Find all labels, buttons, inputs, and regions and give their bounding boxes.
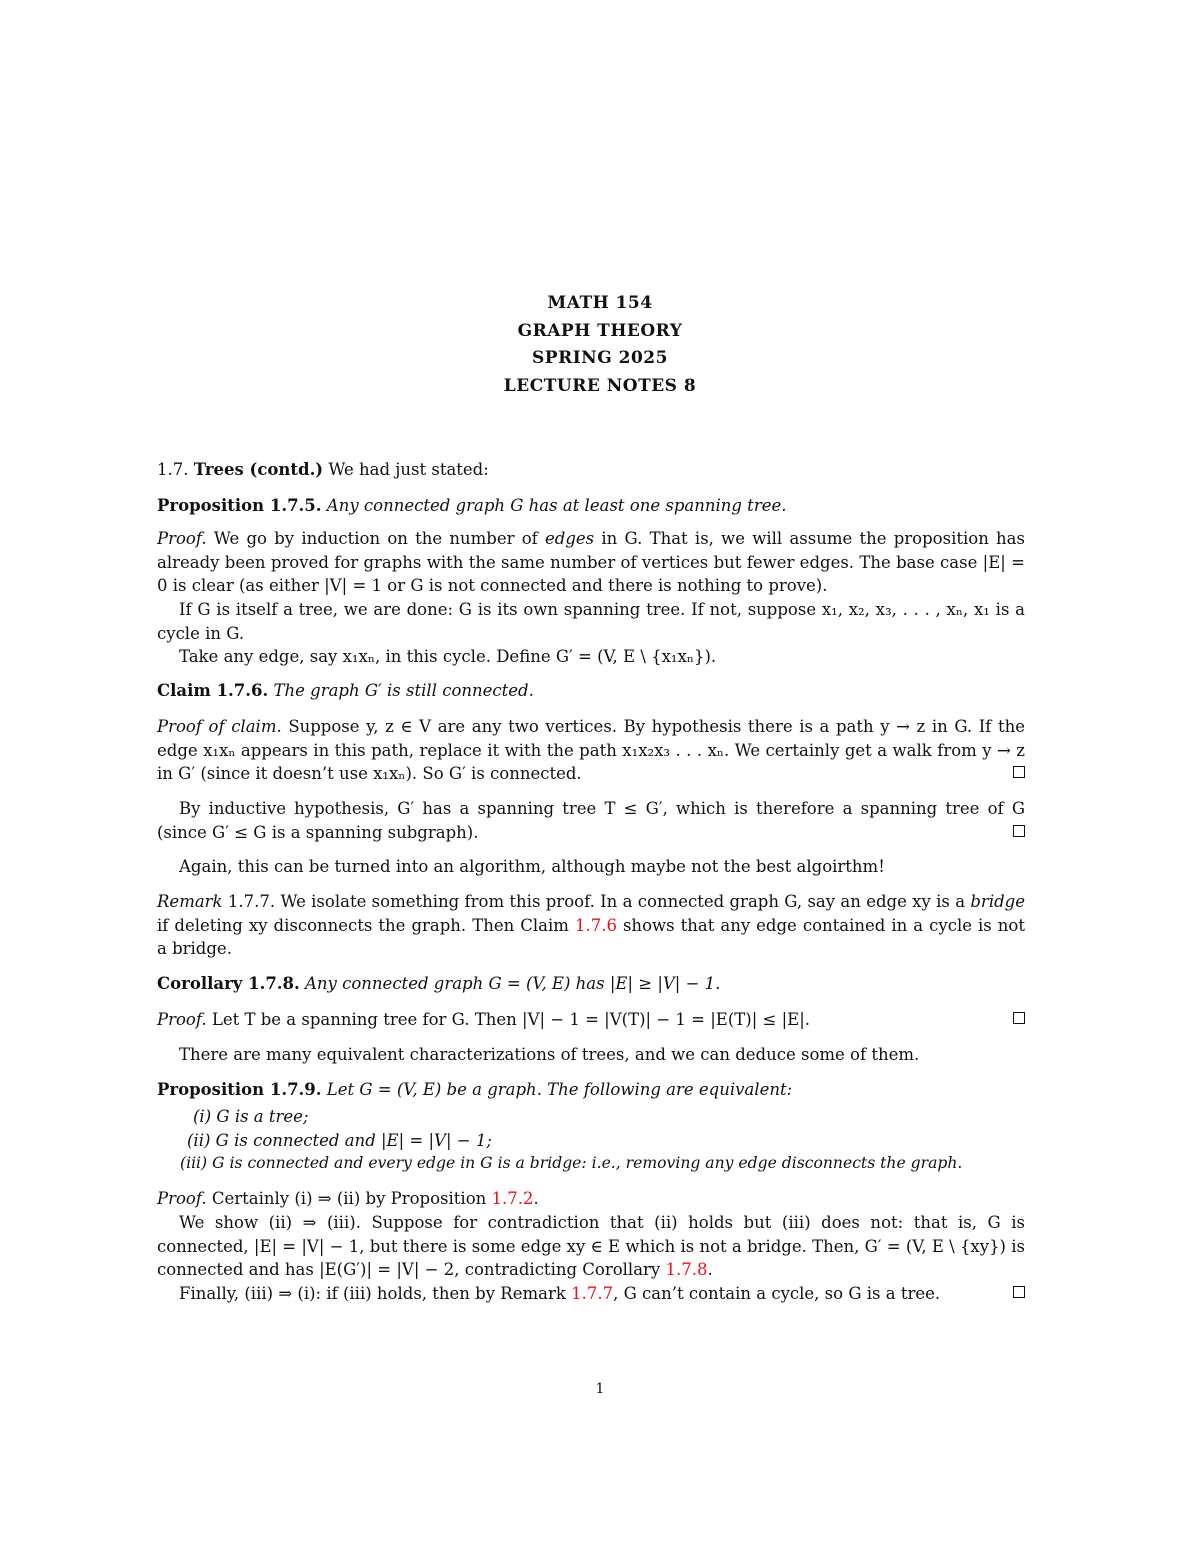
remark-number: 1.7.7. [227, 892, 276, 911]
page-number: 1 [595, 1381, 605, 1397]
corollary-1-7-8 [157, 972, 1025, 996]
proof-text: We show (ii) ⇒ (iii). Suppose for contradiction that (ii) holds but (iii) does not: that is, G is connected, |E| = |V| − 1, but there is some edge xy ∈ E which is not a bridge. Then, G′ = (V, E \ {xy}) is connected and has |E(G′)| = |V| − 2, contradicting Corollary [157, 1213, 1025, 1280]
equivalence-item-i: (i) G is a tree; [193, 1107, 309, 1126]
proof-paragraph-2: If G is itself a tree, we are done: G is its own spanning tree. If not, suppose x₁, x₂, x₃, . . . , xₙ, x₁ is a cycle in G. [157, 600, 1025, 643]
equivalence-item-ii: (ii) G is connected and |E| = |V| − 1; [187, 1131, 492, 1150]
proposition-statement: Any connected graph G has at least one spanning tree. [326, 496, 787, 515]
proposition-label: Proposition 1.7.9. [157, 1080, 322, 1099]
remark-text: We isolate something from this proof. In a connected graph G, say an edge xy is a [280, 892, 966, 911]
course-number: MATH 154 [547, 293, 653, 313]
emphasis-edges: edges [545, 529, 595, 548]
proof-of-claim-text: Suppose y, z ∈ V are any two vertices. By hypothesis there is a path y → z in G. If the edge x₁xₙ appears in this path, replace it with the path x₁x₂x₃ . . . xₙ. We certainly get a walk from y → z in G′ (since it doesn’t use x₁xₙ). So G′ is connected. [157, 717, 1025, 784]
corollary-reference-link[interactable]: 1.7.8 [665, 1260, 708, 1280]
proof-text: Let T be a spanning tree for G. Then |V| − 1 = |V(T)| − 1 = |E(T)| ≤ |E|. [211, 1010, 810, 1029]
proof-label: Proof. [157, 1010, 207, 1029]
qed-symbol [1013, 762, 1025, 786]
proof-text: We go by induction on the number of [213, 529, 538, 548]
section-title: Trees (contd.) [193, 460, 324, 479]
claim-label: Claim 1.7.6. [157, 681, 269, 700]
proof-text: in G. That is, we will assume the proposition has already been proved for graphs with the same number of vertices but fewer edges. The base case |E| = 0 is clear (as either |V| = 1 or G is not connected and there is nothing to prove). [157, 529, 1025, 596]
proposition-reference-link[interactable]: 1.7.2 [491, 1189, 534, 1208]
document-title: LECTURE NOTES 8 [503, 376, 697, 396]
corollary-label: Corollary 1.7.8. [157, 974, 300, 993]
section-heading [157, 458, 1025, 482]
proposition-label: Proposition 1.7.5. [157, 496, 322, 515]
remark-reference-link[interactable]: 1.7.7 [571, 1284, 614, 1303]
final-proof-paragraph-1 [157, 1187, 1025, 1211]
corollary-statement: Any connected graph G = (V, E) has |E| ≥ |V| − 1. [305, 974, 721, 993]
inductive-hypothesis: By inductive hypothesis, G′ has a spanning tree T ≤ G′, which is therefore a spanning tree of G (since G′ ≤ G is a spanning subgraph). [157, 799, 1025, 842]
algorithm-remark: Again, this can be turned into an algorithm, although maybe not the best algoirthm! [179, 857, 885, 876]
equivalence-item-iii: (iii) G is connected and every edge in G is a bridge: i.e., removing any edge disconnects the graph. [180, 1154, 963, 1172]
section-number: 1.7. [157, 460, 189, 479]
remark-text: if deleting xy disconnects the graph. Then Claim [157, 915, 569, 935]
corollary-proof [157, 1008, 1025, 1032]
qed-symbol [1013, 1008, 1025, 1032]
remark-text: shows that any edge contained in a cycle is not a bridge. [157, 915, 1025, 959]
remark-1-7-7 [157, 890, 1025, 961]
claim-1-7-6 [157, 679, 1025, 703]
proposition-1-7-5 [157, 494, 1025, 518]
proof-paragraph-3: Take any edge, say x₁xₙ, in this cycle. Define G′ = (V, E \ {x₁xₙ}). [179, 647, 717, 666]
term: SPRING 2025 [532, 348, 668, 368]
proof-of-claim [157, 715, 1025, 786]
final-proof-paragraph-3 [157, 1282, 1025, 1306]
proof-of-claim-label: Proof of claim. [157, 717, 282, 736]
section-text: We had just stated: [328, 460, 489, 479]
proof-text: Finally, (iii) ⇒ (i): if (iii) holds, then by Remark [179, 1284, 566, 1303]
proof-label: Proof. [157, 1189, 207, 1208]
period: . [707, 1260, 713, 1280]
qed-symbol [1013, 821, 1025, 845]
proof-text: , G can’t contain a cycle, so G is a tree. [613, 1284, 941, 1303]
proof-label: Proof. [157, 529, 207, 548]
final-proof-paragraph-2 [157, 1211, 1025, 1282]
claim-reference-link[interactable]: 1.7.6 [574, 915, 617, 935]
proof-paragraph-1 [157, 527, 1025, 598]
remark-label: Remark [157, 892, 223, 911]
course-title: GRAPH THEORY [517, 321, 683, 341]
proposition-statement: Let G = (V, E) be a graph. The following are equivalent: [326, 1080, 793, 1099]
claim-statement: The graph G′ is still connected. [273, 681, 534, 700]
emphasis-bridge: bridge [970, 892, 1025, 911]
proposition-1-7-9 [157, 1078, 1025, 1102]
proof-text: Certainly (i) ⇒ (ii) by Proposition [211, 1189, 487, 1208]
period: . [533, 1189, 539, 1208]
characterizations-intro: There are many equivalent characterizations of trees, and we can deduce some of them. [179, 1045, 920, 1064]
qed-symbol [1013, 1282, 1025, 1306]
